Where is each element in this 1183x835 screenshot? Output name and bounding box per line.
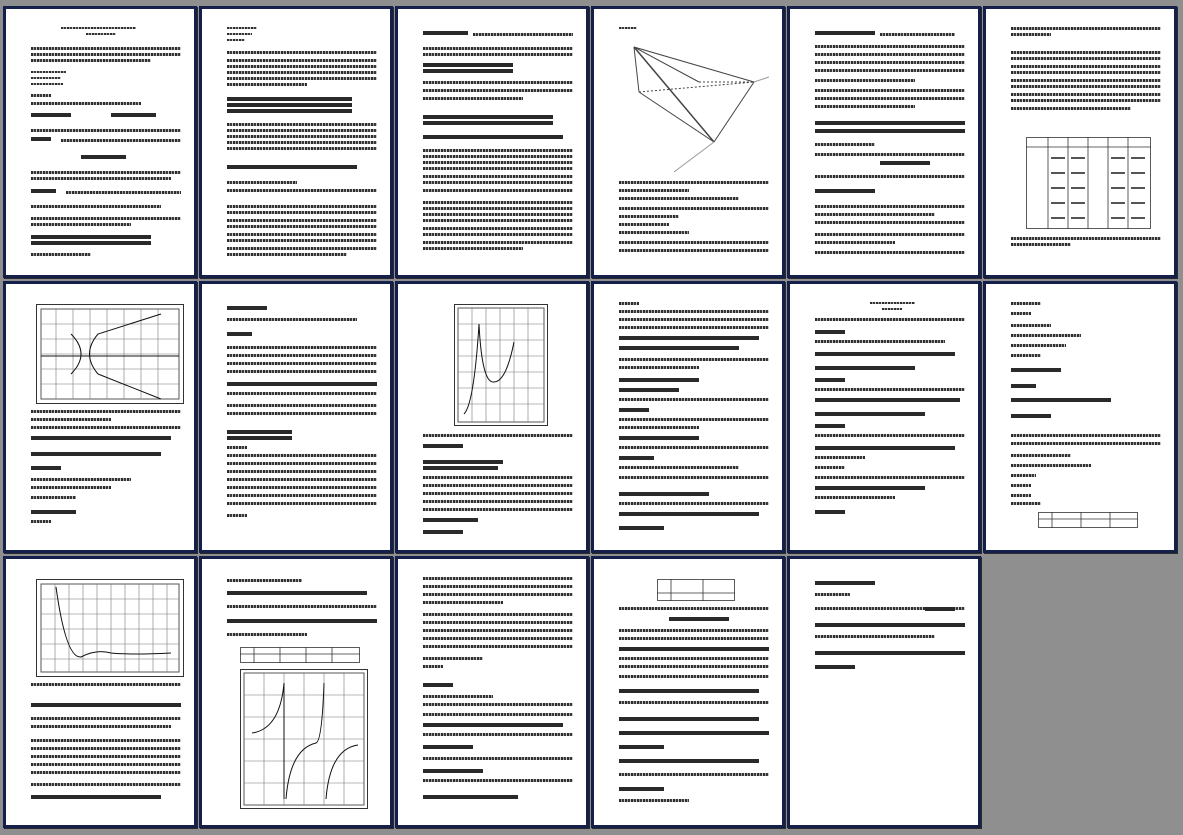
page-thumbnail-4[interactable] — [591, 6, 785, 278]
text-lines — [594, 9, 782, 275]
page-thumbnail-7[interactable] — [3, 281, 197, 553]
text-lines — [398, 9, 586, 275]
page-thumbnail-17[interactable] — [787, 556, 981, 828]
page-thumbnail-13[interactable] — [3, 556, 197, 828]
text-lines — [6, 284, 194, 550]
text-lines — [594, 559, 782, 825]
values-table — [1026, 137, 1151, 229]
page-thumbnail-2[interactable] — [199, 6, 393, 278]
page-thumbnail-5[interactable] — [787, 6, 981, 278]
page-thumbnail-3[interactable] — [395, 6, 589, 278]
text-lines — [790, 284, 978, 550]
page-thumbnail-6[interactable] — [983, 6, 1177, 278]
values-table — [240, 647, 360, 663]
text-lines — [6, 9, 194, 275]
text-lines — [790, 9, 978, 275]
page-thumbnail-8[interactable] — [199, 281, 393, 553]
page-thumbnail-14[interactable] — [199, 556, 393, 828]
text-lines — [398, 559, 586, 825]
page-thumbnail-10[interactable] — [591, 281, 785, 553]
page-thumbnail-1[interactable] — [3, 6, 197, 278]
page-thumbnail-11[interactable] — [787, 281, 981, 553]
text-lines — [6, 559, 194, 825]
text-lines — [986, 284, 1174, 550]
page-thumbnail-15[interactable] — [395, 556, 589, 828]
page-thumbnail-12[interactable] — [983, 281, 1177, 553]
tangent-graph — [240, 669, 368, 809]
text-lines — [790, 559, 978, 825]
text-lines — [202, 9, 390, 275]
page-thumbnail-9[interactable] — [395, 281, 589, 553]
text-lines — [398, 284, 586, 550]
page-thumbnail-16[interactable] — [591, 556, 785, 828]
small-values-table — [1038, 512, 1138, 528]
text-lines — [594, 284, 782, 550]
text-lines — [202, 284, 390, 550]
empty-area — [983, 556, 1180, 831]
